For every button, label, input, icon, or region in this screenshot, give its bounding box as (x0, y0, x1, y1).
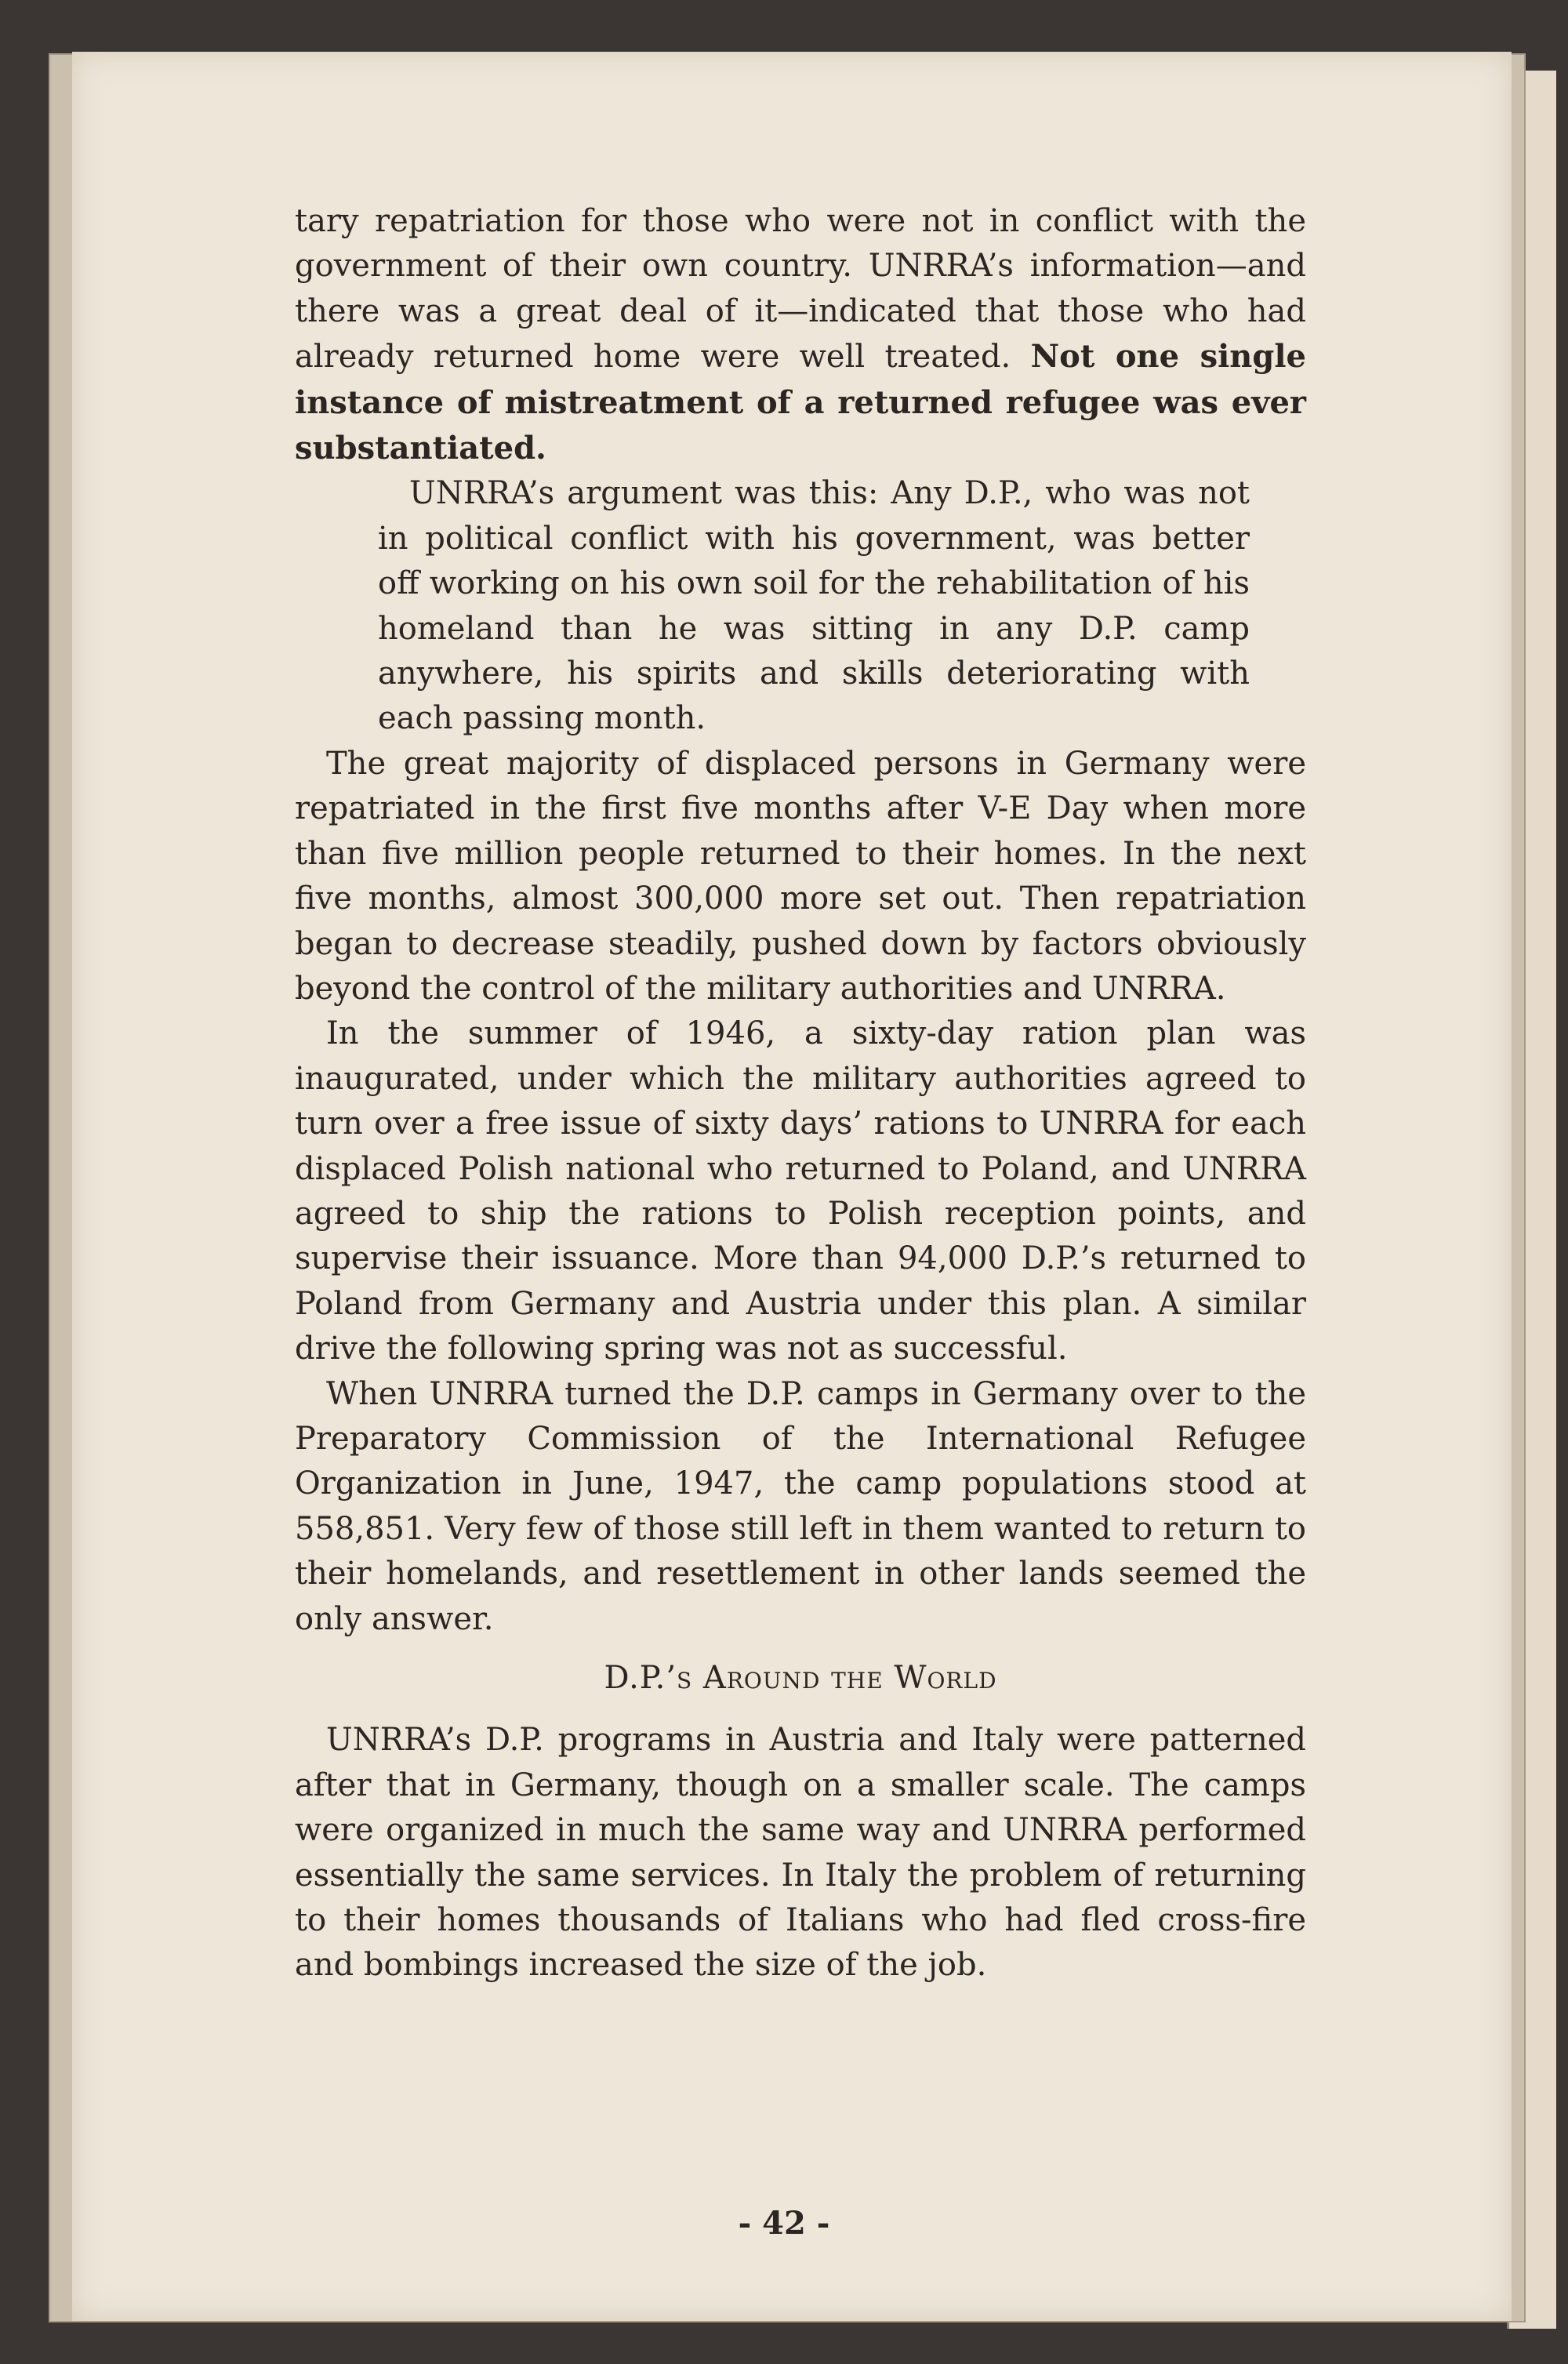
paragraph-5: When UNRRA turned the D.P. camps in Germany over to the Preparatory Commission of the International Refugee Organization in June, 1947, the camp populations stood at 558,851. Very few of those still left in them wanted to return to their homelands, and resettlement in other lands seemed the only answer. (295, 1375, 1306, 1637)
section-heading: D.P.’s Around the World (604, 1660, 997, 1696)
paragraph-1 (295, 199, 1306, 471)
paragraph-4: In the summer of 1946, a sixty-day ration plan was inaugurated, under which the military authorities agreed to turn over a free issue of sixty days’ rations to UNRRA for each displaced Polish national who returned to Poland, and UNRRA agreed to ship the rations to Polish reception points, and supervise their issuance. More than 94,000 D.P.’s returned to Poland from Germany and Austria under this plan. A similar drive the following spring was not as successful. (295, 1015, 1306, 1367)
paragraph-1-text: tary repatriation for those who were not in conflict with the government of their own country. UNRRA’s information—and there was a great deal of it—indicated that those who had already returned home were well treated. (295, 203, 1306, 376)
paragraph-1-bold-text: Not one single instance of mistreatment of a returned refugee was ever substantiated. (295, 338, 1306, 467)
paragraph-3: The great majority of displaced persons in Germany were repatriated in the first five months after V-E Day when more than five million people returned to their homes. In the next five months, almost 300,000 more set out. Then repatriation began to decrease steadily, pushed down by factors obviously beyond the control of the military authorities and UNRRA. (295, 745, 1306, 1007)
paragraph-6: UNRRA’s D.P. programs in Austria and Italy were patterned after that in Germany, though on a smaller scale. The camps were organized in much the same way and UNRRA performed essentially the same services. In Italy the problem of returning to their homes thousands of Italians who had fled cross-fire and bombings increased the size of the job. (295, 1722, 1306, 1984)
page-number: - 42 - (738, 2205, 830, 2242)
block-quote: UNRRA’s argument was this: Any D.P., who was not in political conflict with his government, was better off working on his own soil for the rehabilitation of his homeland than he was sitting in any D.P. camp anywhere, his spirits and skills deteriorating with each passing month. (378, 475, 1250, 737)
body-text (295, 199, 1306, 1988)
